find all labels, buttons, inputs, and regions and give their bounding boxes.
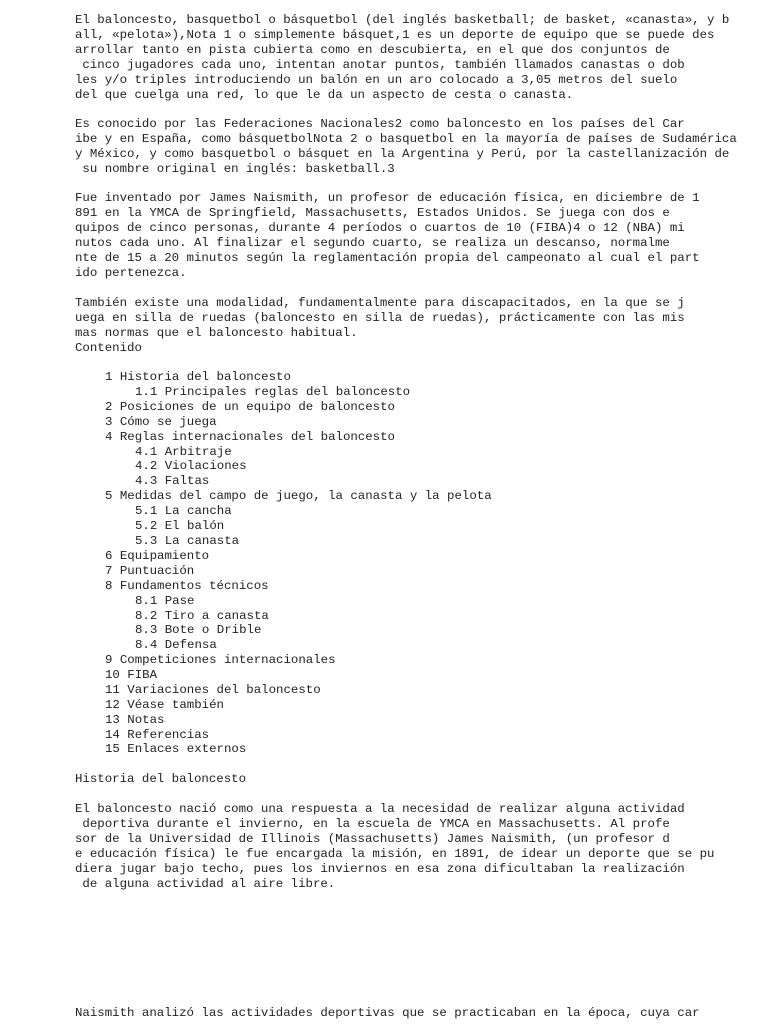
- intro-p1-line: cinco jugadores cada uno, intentan anotar puntos, también llamados canastas o dob: [75, 58, 685, 72]
- history-p1-line: deportiva durante el invierno, en la escuela de YMCA en Massachusetts. Al profe: [75, 817, 670, 831]
- history-p2-line: Naismith analizó las actividades deportivas que se practicaban en la época, cuya car: [75, 1006, 700, 1020]
- intro-p2-line: Es conocido por las Federaciones Nacionales2 como baloncesto en los países del Car: [75, 117, 685, 131]
- history-p1-line: sor de la Universidad de Illinois (Massachusetts) James Naismith, (un profesor d: [75, 832, 670, 846]
- intro-p1-line: El baloncesto, basquetbol o básquetbol (del inglés basketball; de basket, «canasta», y b: [75, 13, 730, 27]
- toc-subitem[interactable]: 5.1 La cancha: [135, 504, 232, 518]
- toc-item[interactable]: 10 FIBA: [105, 668, 158, 682]
- toc-item[interactable]: 12 Véase también: [105, 698, 224, 712]
- toc-item[interactable]: 4 Reglas internacionales del baloncesto: [105, 430, 395, 444]
- toc-subitem[interactable]: 8.2 Tiro a canasta: [135, 609, 269, 623]
- intro-p3-line: quipos de cinco personas, durante 4 períodos o cuartos de 10 (FIBA)4 o 12 (NBA) mi: [75, 221, 685, 235]
- intro-p3-line: nte de 15 a 20 minutos según la reglamentación propia del campeonato al cual el part: [75, 251, 700, 265]
- intro-p4-line: uega en silla de ruedas (baloncesto en silla de ruedas), prácticamente con las mis: [75, 311, 685, 325]
- toc-item[interactable]: 3 Cómo se juega: [105, 415, 217, 429]
- toc-subitem[interactable]: 8.1 Pase: [135, 594, 195, 608]
- intro-p2-line: y México, y como basquetbol o básquet en la Argentina y Perú, por la castellanización de: [75, 147, 730, 161]
- intro-p1-line: les y/o triples introduciendo un balón en un aro colocado a 3,05 metros del suelo: [75, 73, 678, 87]
- toc-subitem[interactable]: 8.3 Bote o Drible: [135, 623, 262, 637]
- toc-item[interactable]: 14 Referencias: [105, 728, 210, 742]
- toc-item[interactable]: 2 Posiciones de un equipo de baloncesto: [105, 400, 395, 414]
- intro-p4-line: mas normas que el baloncesto habitual.: [75, 326, 358, 340]
- intro-p3-line: Fue inventado por James Naismith, un profesor de educación física, en diciembre de 1: [75, 191, 700, 205]
- toc-item[interactable]: 13 Notas: [105, 713, 165, 727]
- intro-p3-line: ido pertenezca.: [75, 266, 187, 280]
- intro-p1-line: all, «pelota»),Nota 1 o simplemente básquet,1 es un deporte de equipo que se puede des: [75, 28, 715, 42]
- toc-subitem[interactable]: 5.2 El balón: [135, 519, 225, 533]
- toc-item[interactable]: 15 Enlaces externos: [105, 742, 247, 756]
- toc-subitem[interactable]: 1.1 Principales reglas del baloncesto: [135, 385, 411, 399]
- toc-heading: Contenido: [75, 341, 142, 355]
- history-p1-line: de alguna actividad al aire libre.: [75, 877, 336, 891]
- toc-subitem[interactable]: 8.4 Defensa: [135, 638, 217, 652]
- intro-p1-line: del que cuelga una red, lo que le da un aspecto de cesta o canasta.: [75, 88, 574, 102]
- intro-p3-line: nutos cada uno. Al finalizar el segundo cuarto, se realiza un descanso, normalme: [75, 236, 670, 250]
- toc-item[interactable]: 9 Competiciones internacionales: [105, 653, 336, 667]
- intro-p3-line: 891 en la YMCA de Springfield, Massachusetts, Estados Unidos. Se juega con dos e: [75, 206, 670, 220]
- toc-item[interactable]: 5 Medidas del campo de juego, la canasta y la pelota: [105, 489, 492, 503]
- toc-item[interactable]: 6 Equipamiento: [105, 549, 210, 563]
- intro-p4-line: También existe una modalidad, fundamentalmente para discapacitados, en la que se j: [75, 296, 685, 310]
- intro-p2-line: ibe y en España, como básquetbolNota 2 o basquetbol en la mayoría de países de Sudamérica: [75, 132, 737, 146]
- toc-item[interactable]: 8 Fundamentos técnicos: [105, 579, 269, 593]
- toc-item[interactable]: 1 Historia del baloncesto: [105, 370, 291, 384]
- history-p1-line: El baloncesto nació como una respuesta a la necesidad de realizar alguna actividad: [75, 802, 685, 816]
- toc-item[interactable]: 11 Variaciones del baloncesto: [105, 683, 321, 697]
- toc-subitem[interactable]: 4.2 Violaciones: [135, 459, 247, 473]
- toc-subitem[interactable]: 5.3 La canasta: [135, 534, 240, 548]
- history-p1-line: e educación física) le fue encargada la misión, en 1891, de idear un deporte que se pu: [75, 847, 715, 861]
- toc-subitem[interactable]: 4.3 Faltas: [135, 474, 210, 488]
- intro-p2-line: su nombre original en inglés: basketball.3: [75, 162, 395, 176]
- section-heading-history: Historia del baloncesto: [75, 772, 247, 786]
- intro-p1-line: arrollar tanto en pista cubierta como en descubierta, en el que dos conjuntos de: [75, 43, 670, 57]
- history-p1-line: diera jugar bajo techo, pues los inviernos en esa zona dificultaban la realización: [75, 862, 685, 876]
- toc-item[interactable]: 7 Puntuación: [105, 564, 195, 578]
- toc-subitem[interactable]: 4.1 Arbitraje: [135, 445, 232, 459]
